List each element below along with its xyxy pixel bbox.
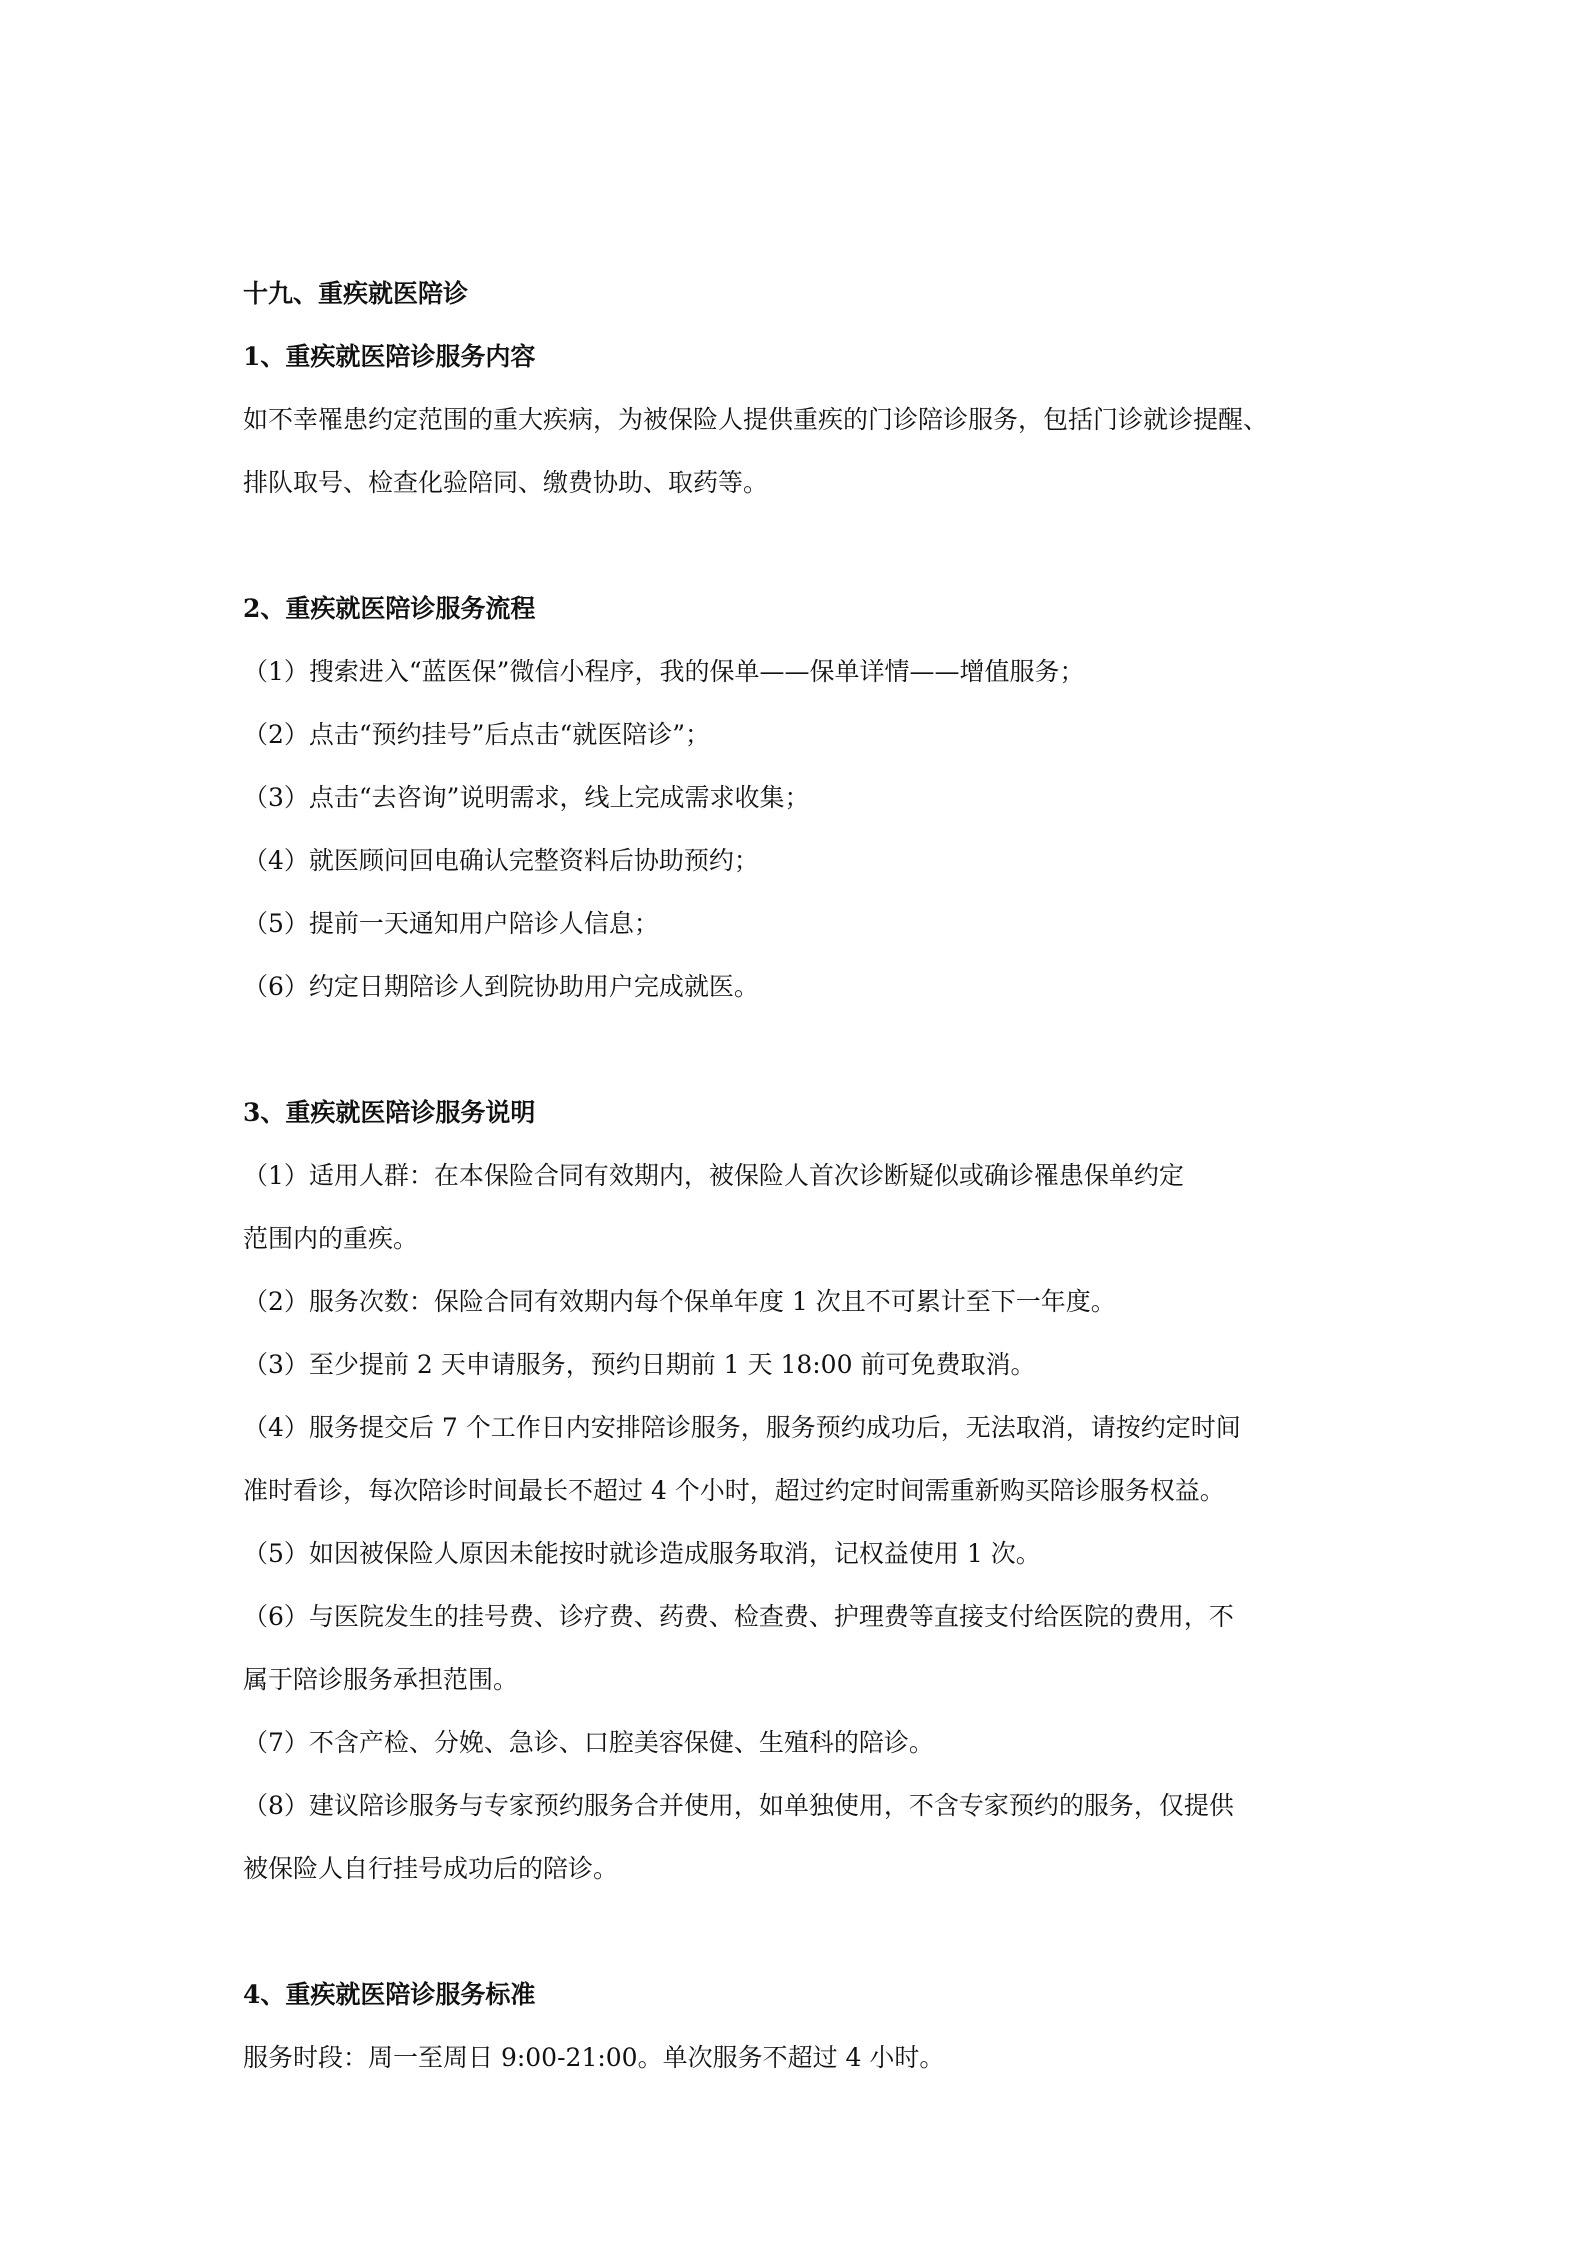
list-item: （6）与医院发生的挂号费、诊疗费、药费、检查费、护理费等直接支付给医院的费用，不 (243, 1602, 1234, 1631)
paragraph-line: 服务时段：周一至周日 9:00-21:00。单次服务不超过 4 小时。 (243, 2043, 945, 2072)
list-item: （3）至少提前 2 天申请服务，预约日期前 1 天 18:00 前可免费取消。 (243, 1350, 1036, 1379)
list-item: （6）约定日期陪诊人到院协助用户完成就医。 (243, 972, 759, 1001)
list-item: （3）点击“去咨询”说明需求，线上完成需求收集； (243, 783, 810, 812)
list-item: 范围内的重疾。 (243, 1224, 419, 1253)
section-service-content (243, 325, 1353, 514)
list-item: （5）如因被保险人原因未能按时就诊造成服务取消，记权益使用 1 次。 (243, 1539, 1041, 1568)
blank-line (243, 514, 1353, 577)
list-item: （4）服务提交后 7 个工作日内安排陪诊服务，服务预约成功后，无法取消，请按约定时间 (243, 1413, 1241, 1442)
blank-line (243, 1018, 1353, 1081)
section-service-standard (243, 1963, 1353, 2089)
list-item: （4）就医顾问回电确认完整资料后协助预约； (243, 846, 759, 875)
section-heading: 3、重疾就医陪诊服务说明 (243, 1098, 536, 1127)
blank-line (243, 1900, 1353, 1963)
section-service-notes (243, 1081, 1353, 1900)
list-item: （2）服务次数：保险合同有效期内每个保单年度 1 次且不可累计至下一年度。 (243, 1287, 1116, 1316)
chapter-title: 十九、重疾就医陪诊 (243, 279, 469, 308)
document-page (243, 262, 1353, 2089)
paragraph-line: 排队取号、检查化验陪同、缴费协助、取药等。 (243, 468, 769, 497)
list-item: 准时看诊，每次陪诊时间最长不超过 4 个小时，超过约定时间需重新购买陪诊服务权益。 (243, 1476, 1225, 1505)
list-item: 被保险人自行挂号成功后的陪诊。 (243, 1854, 619, 1883)
list-item: （5）提前一天通知用户陪诊人信息； (243, 909, 659, 938)
section-heading: 1、重疾就医陪诊服务内容 (243, 342, 536, 371)
section-heading: 4、重疾就医陪诊服务标准 (243, 1980, 536, 2009)
list-item: 属于陪诊服务承担范围。 (243, 1665, 519, 1694)
list-item: （1）搜索进入“蓝医保”微信小程序，我的保单——保单详情——增值服务； (243, 657, 1085, 686)
list-item: （1）适用人群：在本保险合同有效期内，被保险人首次诊断疑似或确诊罹患保单约定 (243, 1161, 1184, 1190)
section-heading: 2、重疾就医陪诊服务流程 (243, 594, 536, 623)
list-item: （2）点击“预约挂号”后点击“就医陪诊”； (243, 720, 711, 749)
paragraph-line: 如不幸罹患约定范围的重大疾病，为被保险人提供重疾的门诊陪诊服务，包括门诊就诊提醒、 (243, 405, 1269, 434)
list-item: （8）建议陪诊服务与专家预约服务合并使用，如单独使用，不含专家预约的服务，仅提供 (243, 1791, 1234, 1820)
list-item: （7）不含产检、分娩、急诊、口腔美容保健、生殖科的陪诊。 (243, 1728, 934, 1757)
section-service-process (243, 577, 1353, 1018)
